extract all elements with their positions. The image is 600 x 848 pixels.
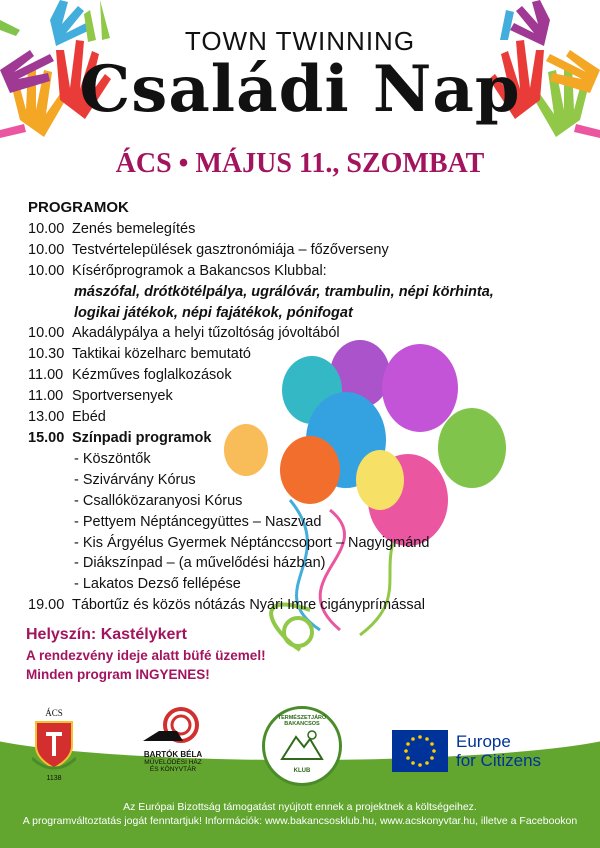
program-time: 10.00 (28, 241, 65, 258)
footer-funding-note: Az Európai Bizottság támogatást nyújtott ennek a projektnek a költségeihez. (123, 801, 477, 813)
program-time: 13.00 (28, 409, 65, 426)
program-time: 11.00 (28, 367, 64, 384)
program-item (28, 407, 494, 428)
program-text: Testvértelepülések gasztronómiája – főzőverseny (72, 241, 389, 258)
club-bottom: KLUB (293, 768, 311, 774)
stage-program-item: - Lakatos Dezső fellépése (74, 576, 241, 593)
program-heading: PROGRAMOK (28, 199, 129, 216)
stage-program-item: - Diákszínpad – (a művelődési házban) (74, 555, 326, 572)
program-item (28, 428, 494, 449)
program-text: Színpadi programok (72, 429, 212, 446)
program-text: Zenés bemelegítés (72, 220, 196, 237)
event-date-subtitle: ÁCS • MÁJUS 11., SZOMBAT (115, 148, 485, 179)
club-name: TERMÉSZETJÁRÓ BAKANCSOS (277, 715, 327, 727)
program-text: Kísérőprogramok a Bakancsos Klubbal: (72, 262, 327, 279)
eu-flag-icon (392, 730, 448, 772)
program-time: 19.00 (28, 597, 65, 614)
house-line2: ÉS KÖNYVTÁR (149, 766, 197, 773)
program-time: 15.00 (28, 429, 65, 446)
program-item (28, 386, 494, 407)
buffet-note: A rendezvény ideje alatt büfé üzemel! (26, 648, 266, 663)
program-item (28, 344, 494, 365)
program-item (28, 219, 494, 240)
program-text: Kézműves foglalkozások (72, 367, 232, 384)
program-item (28, 323, 494, 344)
program-text: Tábortűz és közös nótázás Nyári Imre cigányprímással (72, 597, 425, 614)
mountain-icon (280, 727, 324, 763)
program-time: 10.00 (28, 262, 65, 279)
house-line1: MŰVELŐDÉSI HÁZ (144, 759, 202, 766)
program-text: Taktikai közelharc bemutató (72, 346, 251, 363)
acs-logo-year: 1138 (46, 775, 62, 782)
program-time: 10.30 (28, 346, 65, 363)
program-time: 11.00 (28, 388, 64, 405)
program-item (28, 261, 494, 282)
house-name: BARTÓK BÉLA (143, 750, 203, 759)
location-info (26, 626, 266, 682)
stage-program-item: - Kis Árgyélus Gyermek Néptánccsoport – Nagyigmánd (74, 534, 430, 551)
stage-program-item: - Csallóközaranyosi Kórus (74, 492, 243, 509)
free-admission-note: Minden program INGYENES! (26, 667, 210, 682)
stage-program-item: - Pettyem Néptáncegyüttes – Naszvad (74, 513, 322, 530)
program-list (28, 198, 494, 616)
program-item (28, 595, 494, 616)
stage-program-item: - Köszöntők (74, 450, 151, 467)
acs-logo-label: ÁCS (45, 708, 63, 718)
program-time: 10.00 (28, 220, 65, 237)
eu-line1: Europe (456, 732, 511, 751)
hiking-club-logo (262, 706, 342, 786)
program-time: 10.00 (28, 325, 65, 342)
acs-coat-of-arms-logo (28, 708, 80, 786)
program-item (28, 365, 494, 386)
stage-program-item: - Szivárvány Kórus (74, 471, 196, 488)
eu-line2: for Citizens (456, 751, 542, 770)
footer-info-note: A programváltoztatás jogát fenntartjuk! Információk: www.bakancsosklub.hu, www.acskonyvtar.hu, illetve a Facebookon (22, 815, 578, 827)
europe-for-citizens-text (456, 732, 541, 770)
town-twinning-title: TOWN TWINNING (184, 26, 416, 56)
main-title: Családi Nap (79, 52, 521, 127)
location-title: Helyszín: Kastélykert (26, 626, 187, 643)
footer-text (0, 800, 600, 828)
spiral-icon (143, 705, 203, 745)
program-text: Ebéd (72, 409, 106, 426)
program-text: Sportversenyek (72, 388, 173, 405)
shield-icon (32, 718, 76, 770)
program-item (28, 240, 494, 261)
program-item-detail: mászófal, drótkötélpálya, ugrálóvár, trambulin, népi körhinta, (74, 283, 494, 300)
program-item-detail: logikai játékok, népi fajátékok, pónifogat (74, 304, 353, 321)
cultural-house-logo (118, 705, 228, 779)
program-text: Akadálypálya a helyi tűzoltóság jóvoltából (72, 325, 340, 342)
